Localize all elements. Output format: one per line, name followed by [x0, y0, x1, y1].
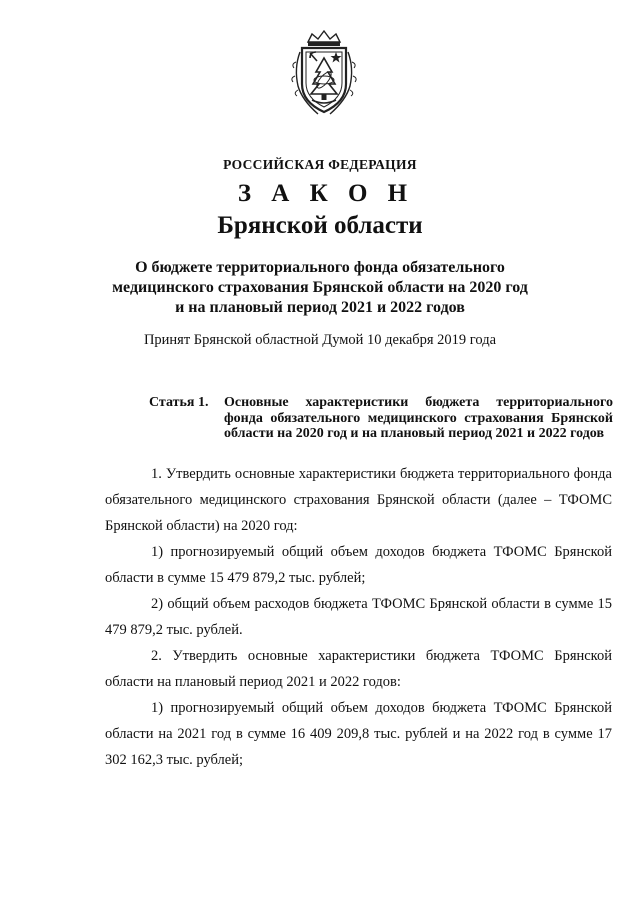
article-body: [105, 461, 612, 773]
law-subject-line: О бюджете территориального фонда обязательного: [135, 259, 505, 276]
law-subject-line: медицинского страхования Брянской области на 2020 год: [112, 279, 528, 296]
paragraph: 2. Утвердить основные характеристики бюджета ТФОМС Брянской области на плановый период 2021 и 2022 годов:: [105, 648, 612, 690]
federation-title: РОССИЙСКАЯ ФЕДЕРАЦИЯ: [223, 157, 417, 172]
paragraph: 1) прогнозируемый общий объем доходов бюджета ТФОМС Брянской области на 2021 год в сумме 16 409 209,8 тыс. рублей и на 2022 год в сумме 17 302 162,3 тыс. рублей;: [105, 700, 612, 768]
region-title: Брянской области: [217, 212, 423, 239]
article-number: Статья 1.: [149, 395, 209, 410]
document-type-title: З А К О Н: [237, 180, 415, 207]
paragraph: 1) прогнозируемый общий объем доходов бюджета ТФОМС Брянской области в сумме 15 479 879,2 тыс. рублей;: [105, 544, 612, 586]
law-subject-line: и на плановый период 2021 и 2022 годов: [175, 299, 465, 316]
law-subject: [0, 258, 640, 318]
paragraph: 2) общий объем расходов бюджета ТФОМС Брянской области в сумме 15 479 879,2 тыс. рублей.: [105, 596, 612, 638]
paragraph: 1. Утвердить основные характеристики бюджета территориального фонда обязательного медицинского страхования Брянской области (далее – ТФОМС Брянской области) на 2020 год:: [105, 466, 612, 534]
article-title: Основные характеристики бюджета территориального фонда обязательного медицинского страхования Брянской области на 2020 год и на плановый период 2021 и 2022 годов: [224, 395, 613, 441]
adoption-note: Принят Брянской областной Думой 10 декабря 2019 года: [143, 332, 497, 348]
bryansk-coat-of-arms-icon: [288, 28, 360, 116]
